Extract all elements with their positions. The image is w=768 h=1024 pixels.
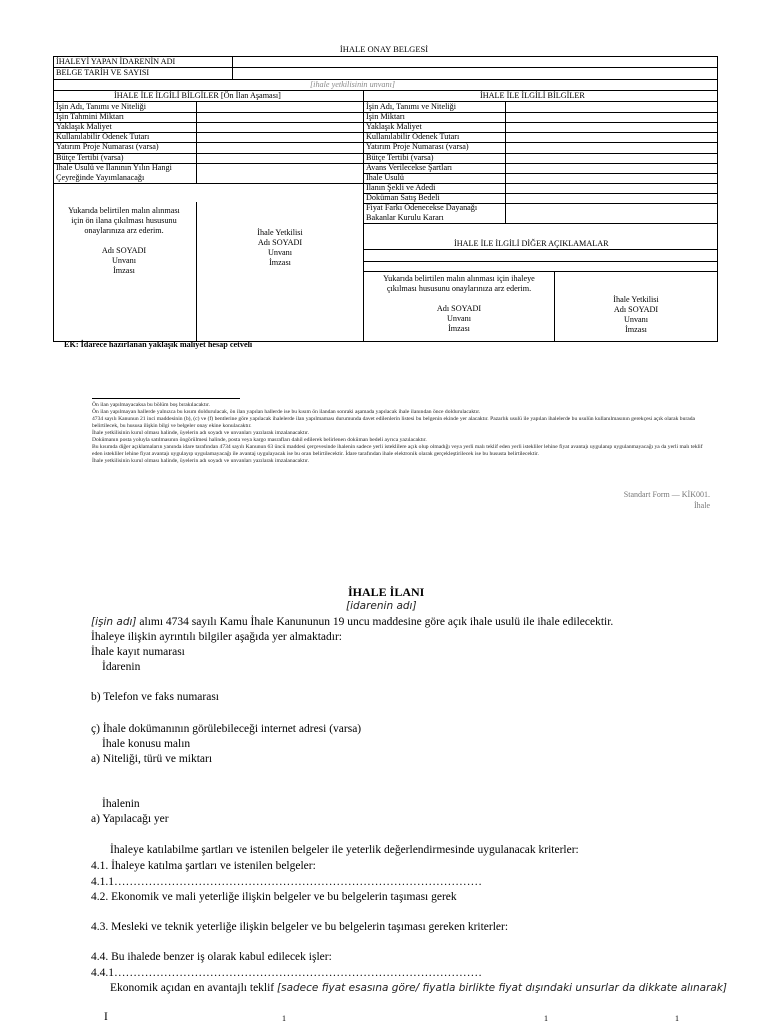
approval-form-table xyxy=(53,56,718,342)
page-number: 1 xyxy=(544,1014,548,1023)
idare-placeholder: [idarenin adı] xyxy=(346,600,417,612)
right-row-label: İşin Miktarı xyxy=(366,112,405,122)
page-number: 1 xyxy=(675,1014,679,1023)
kayit-no: İhale kayıt numarası xyxy=(91,646,185,658)
right-row-label: Doküman Satış Bedeli xyxy=(366,192,440,202)
footnote: İhale yetkilisinin kurul olması halinde, üyelerin adı soyadı ve unvanları yazılarak imzalanacaktır. xyxy=(92,458,309,464)
footnote: İhale yetkilisinin kurul olması halinde, üyelerin adı soyadı ve unvanları yazılarak imzalanacaktır. xyxy=(92,430,309,436)
ekonomik-line: Ekonomik açıdan en avantajlı teklif [sadece fiyat esasına göre/ fiyatla birlikte fiyat dışındaki unsurlar da dikkate alınarak] xyxy=(110,982,728,994)
left-approval-text: Yukarıda belirtilen malın alınması için ön ilana çıkılması hususunu onaylarınıza arz ederim. Adı SOYADI Unvanı İmzası xyxy=(68,206,180,275)
left-row-label: Bütçe Tertibi (varsa) xyxy=(56,152,124,162)
last-mark: I xyxy=(104,1011,108,1023)
left-header: İHALE İLE İLGİLİ BİLGİLER [Ön İlan Aşaması] xyxy=(114,91,281,100)
right-row-label: Yaklaşık Maliyet xyxy=(366,122,422,132)
konusu: İhale konusu malın xyxy=(102,738,191,750)
yapilacagi: a) Yapılacağı yer xyxy=(91,813,169,825)
left-row-label: Kullanılabilir Ödenek Tutarı xyxy=(56,132,150,142)
right-row-label: Bütçe Tertibi (varsa) xyxy=(366,152,434,162)
left-row-label: Çeyreğinde Yayımlanacağı xyxy=(56,172,145,182)
footnote: Bu kısımda diğer açıklamaların yanında idare tarafından 4734 sayılı Kanunun 63 üncü maddesi çerçevesinde ihalenin sadece yerli isteklilere açık olup olmadığı veya yerli malı teklif eden yerli istekliler lehine fiyat avantajı uygulanıp uygulanmayacağı ya da yerli malı teklif eden istekliler lehine fiyat avantajı uygulayıp uygulamayacağı ile avantaj uygulayacak ise bu oran belirtilecektir. İdare tarafından ihale elektronik olarak gerçekleştirilecek ise bu hususta belirtilecektir. xyxy=(92,444,703,457)
isin-adi-placeholder: [işin adı] xyxy=(91,616,137,628)
left-row-label: İşin Adı, Tanımı ve Niteliği xyxy=(56,102,147,111)
section-4-4: 4.4. Bu ihalede benzer iş olarak kabul edilecek işler: xyxy=(91,951,332,963)
section-4-2: 4.2. Ekonomik ve mali yeterliğe ilişkin belgeler ve bu belgelerin taşıması gerek xyxy=(91,891,457,903)
intro-line-2: İhaleye ilişkin ayrıntılı bilgiler aşağıda yer almaktadır: xyxy=(91,631,343,643)
footnote: Dokümanın posta yoluyla satılmasının öngörülmesi halinde, posta veya kargo masrafları dahil edilerek belirlenen doküman bedeli ayrıca yazılacaktır. xyxy=(92,437,427,443)
ihalenin: İhalenin xyxy=(102,798,140,810)
right-header: İHALE İLE İLGİLİ BİLGİLER xyxy=(480,91,585,100)
section-4-4-1: 4.4.1…………………………………………………………………………………… xyxy=(91,967,482,979)
left-row-label: İşin Tahmini Miktarı xyxy=(56,112,124,122)
page-number: 1 xyxy=(282,1014,286,1023)
right-row-label: Yatırım Proje Numarası (varsa) xyxy=(366,142,469,152)
right-row-label: İşin Adı, Tanımı ve Niteliği xyxy=(366,102,457,111)
right-row-label: İhale Usulü xyxy=(366,172,404,182)
niteligi: a) Niteliği, türü ve miktarı xyxy=(91,753,213,765)
belge-label: BELGE TARİH VE SAYISI xyxy=(56,68,150,77)
right-row-label: Kullanılabilir Ödenek Tutarı xyxy=(366,132,460,142)
yetkili-unvani: [ihale yetkilisinin unvanı] xyxy=(310,80,396,89)
dokuman: ç) İhale dokümanının görülebileceği internet adresi (varsa) xyxy=(91,723,362,735)
form-title: İHALE ONAY BELGESİ xyxy=(339,44,429,54)
right-row-label: Fiyat Farkı Ödenecekse Dayanağı xyxy=(366,203,478,212)
footnote: Ön ilan yapılmayan hallerde yalnızca bu kısım doldurulacak, ön ilan yapılan hallerde ise bu kısım ön ilandan sonraki aşamada yapılacak ihale ilanından önce doldurulacaktır. xyxy=(92,409,481,415)
footnotes xyxy=(92,402,707,465)
idarenin: İdarenin xyxy=(102,661,141,673)
telefon: b) Telefon ve faks numarası xyxy=(91,691,219,703)
right-row-label: İlanın Şekli ve Adedi xyxy=(366,182,436,192)
section-4-3: 4.3. Mesleki ve teknik yeterliğe ilişkin belgeler ve bu belgelerin taşıması gereken kriterler: xyxy=(91,921,509,933)
ek-note: EK: İdarece hazırlanan yaklaşık maliyet hesap cetveli xyxy=(64,340,253,349)
footnote: 4734 sayılı Kanunun 21 inci maddesinin (b), (c) ve (f) bentlerine göre yapılacak ihalelerde ilan yapılmaması durumunda davet edilenlerin listesi bu belgenin ekinde yer alacaktır. Pazarlık usulü ile yapılan ihalelerde bu usulün kullanılmasının gerekçesi açık olarak burada belirtilecek, bu hususa ilişkin bilgi ve belgeler onay ekine konulacaktır. xyxy=(92,416,695,429)
footnote: Ön ilan yapılmayacaksa bu bölüm boş bırakılacaktır. xyxy=(92,402,210,408)
kriterler: İhaleye katılabilme şartları ve istenilen belgeler ile yeterlik değerlendirmesinde uygulanacak kriterler: xyxy=(110,844,579,856)
left-row-label: Yatırım Proje Numarası (varsa) xyxy=(56,142,159,152)
footnote-rule xyxy=(92,398,240,399)
left-row-label: Yaklaşık Maliyet xyxy=(56,122,112,132)
intro-line: [işin adı] alımı 4734 sayılı Kamu İhale Kanununun 19 uncu maddesine göre açık ihale usulü ile ihale edilecektir. xyxy=(91,616,614,628)
right-row-label: Bakanlar Kurulu Kararı xyxy=(366,213,444,223)
diger-header: İHALE İLE İLGİLİ DİĞER AÇIKLAMALAR xyxy=(454,239,609,248)
standard-form-label: Standart Form — KİK001. İhale xyxy=(623,490,710,510)
notice-title: İHALE İLANI xyxy=(348,585,425,599)
right-approval-text: Yukarıda belirtilen malın alınması için ihaleye çıkılması hususunu onaylarınıza arz ederim. Adı SOYADI Unvanı İmzası xyxy=(383,274,535,333)
idare-label: İHALEYİ YAPAN İDARENİN ADI xyxy=(56,57,176,66)
left-row-label: İhale Usulü ve İlanının Yılın Hangi xyxy=(56,162,172,172)
section-4-1-1: 4.1.1…………………………………………………………………………………… xyxy=(91,876,482,888)
left-authority: İhale Yetkilisi Adı SOYADI Unvanı İmzası xyxy=(257,228,303,267)
section-4-1: 4.1. İhaleye katılma şartları ve istenilen belgeler: xyxy=(91,860,316,872)
right-row-label: Avans Verilecekse Şartları xyxy=(366,162,453,172)
right-authority: İhale Yetkilisi Adı SOYADI Unvanı İmzası xyxy=(613,295,659,334)
